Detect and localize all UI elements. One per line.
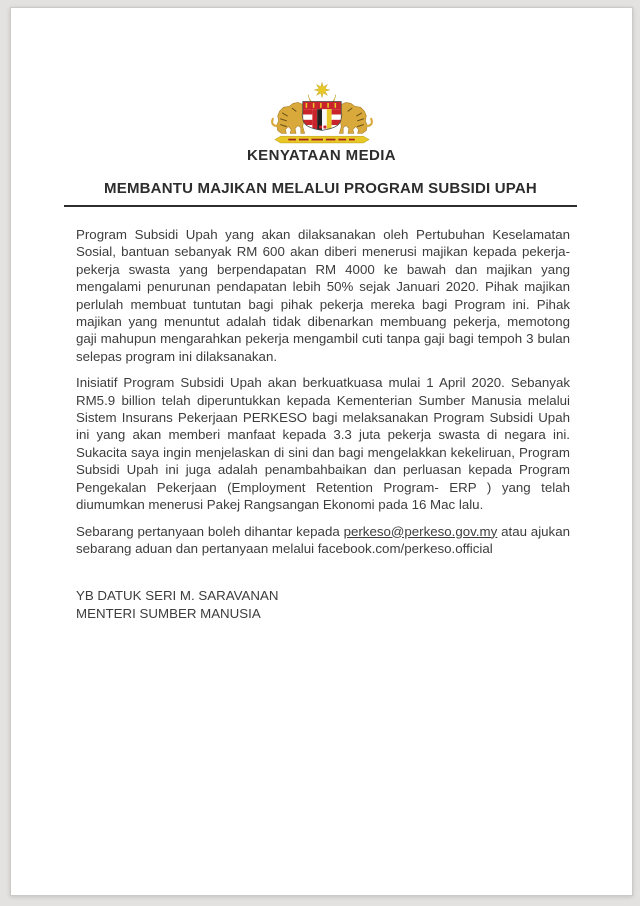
shield-icon xyxy=(302,102,341,133)
signature-block xyxy=(76,587,570,622)
contact-text-before: Sebarang pertanyaan boleh dihantar kepada xyxy=(76,523,344,539)
contact-paragraph xyxy=(76,523,570,558)
tiger-right-icon xyxy=(339,102,372,133)
paragraph-2: Inisiatif Program Subsidi Upah akan berkuatkuasa mulai 1 April 2020. Sebanyak RM5.9 billion telah diperuntukkan kepada Kementerian Sumber Manusia melalui Sistem Insurans Pekerjaan PERKESO bagi melaksanakan Program Subsidi Upah ini yang akan memberi manfaat kepada 3.3 juta pekerja swasta di negara ini. Sukacita saya ingin menjelaskan di sini dan bagi mengelakkan kekeliruan, Program Subsidi Upah ini juga adalah penambahbaikan dan perluasan kepada Program Pengekalan Pekerjaan (Employment Retention Program- ERP ) yang telah diumumkan menerusi Pakej Rangsangan Ekonomi pada 16 Mac lalu. xyxy=(76,375,570,513)
body-text xyxy=(76,226,570,623)
paragraph-1: Program Subsidi Upah yang akan dilaksanakan oleh Pertubuhan Keselamatan Sosial, bantuan sebanyak RM 600 akan diberi menerusi majikan kepada pekerja-pekerja swasta yang berpendapatan RM 4000 ke bawah dan majikan yang mengalami penurunan pendapatan lebih 50% sejak Januari 2020. Pihak majikan perlulah membuat tuntutan bagi pihak pekerja mereka bagi Program ini. Pihak majikan yang menuntut adalah tidak dibenarkan membuang pekerja, memotong gaji mahupun mengarahkan pekerja mengambil cuti tanpa gaji bagi tempoh 3 bulan selepas program ini dilaksanakan. xyxy=(76,227,570,364)
malaysia-coat-of-arms-logo xyxy=(269,82,375,148)
email-link[interactable]: perkeso@perkeso.gov.my xyxy=(343,523,498,539)
signatory-name: YB DATUK SERI M. SARAVANAN xyxy=(76,588,279,604)
document-page xyxy=(10,7,633,896)
contact-text-after: atau ajukan sebarang aduan dan pertanyaan melalui facebook.com/perkeso.official xyxy=(76,523,570,556)
tiger-left-icon xyxy=(272,102,305,133)
signatory-title: MENTERI SUMBER MANUSIA xyxy=(76,605,261,621)
statement-type-label: KENYATAAN MEDIA xyxy=(246,147,397,164)
motto-banner-icon xyxy=(274,136,368,143)
logo-container xyxy=(11,82,632,148)
headline-title: MEMBANTU MAJIKAN MELALUI PROGRAM SUBSIDI UPAH xyxy=(64,180,577,207)
